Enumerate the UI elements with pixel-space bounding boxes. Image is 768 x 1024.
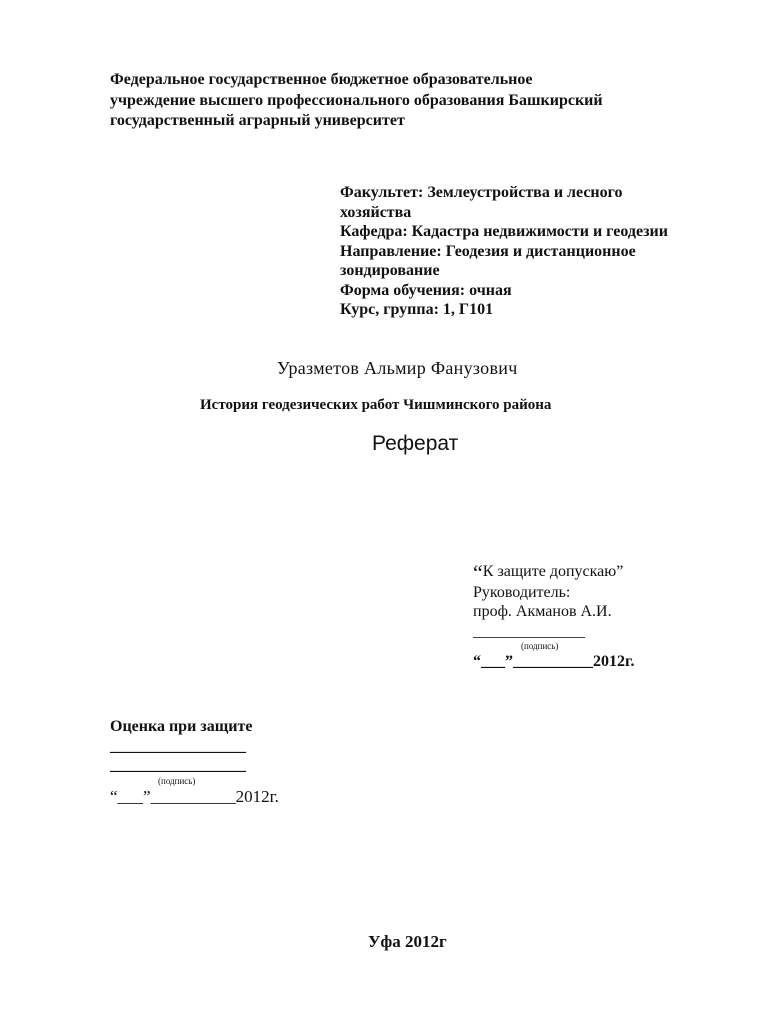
approval-title (473, 562, 634, 583)
approval-title-text: К защите допускаю” (482, 563, 624, 580)
university-line: Федеральное государственное бюджетное образовательное (110, 71, 533, 88)
city-year: Уфа 2012г (368, 932, 447, 951)
grade-signature-caption: (подпись) (158, 775, 196, 786)
supervisor-signature-caption: (подпись) (521, 641, 559, 651)
study-form-line: Форма обучения: очная (340, 281, 512, 299)
supervisor-signature-line: ______________ (473, 622, 585, 640)
grade-date-line: “___”__________2012г. (110, 786, 279, 806)
supervisor-role: Руководитель: (473, 583, 571, 601)
supervisor-name: проф. Акманов А.И. (473, 603, 612, 620)
grade-line: _________________ (110, 737, 246, 755)
approval-date-line: “___”__________2012г. (473, 653, 635, 670)
department-line: Кафедра: Кадастра недвижимости и геодезии (340, 223, 668, 240)
university-line: государственный аграрный университет (110, 112, 405, 129)
course-group-line: Курс, группа: 1, Г101 (340, 301, 494, 318)
author-name: Уразметов Альмир Фанузович (277, 358, 518, 378)
university-line: учреждение высшего профессионального образования Башкирский (110, 91, 603, 109)
faculty-line-cont: хозяйства (340, 203, 412, 221)
university-header (110, 70, 603, 132)
faculty-line: Факультет: Землеустройства и лесного (340, 184, 623, 201)
paper-theme: История геодезических работ Чишминского района (200, 397, 552, 413)
document-type-title: Реферат (372, 432, 459, 455)
student-info-block (340, 183, 668, 320)
grade-signature-line: _________________ (110, 757, 246, 774)
direction-line: Направление: Геодезия и дистанционное (340, 242, 636, 260)
direction-line-cont: зондирование (340, 262, 440, 279)
approval-block (473, 562, 634, 672)
open-quote: “ (473, 560, 483, 585)
grade-title: Оценка при защите (110, 718, 253, 735)
grade-block (110, 717, 279, 806)
